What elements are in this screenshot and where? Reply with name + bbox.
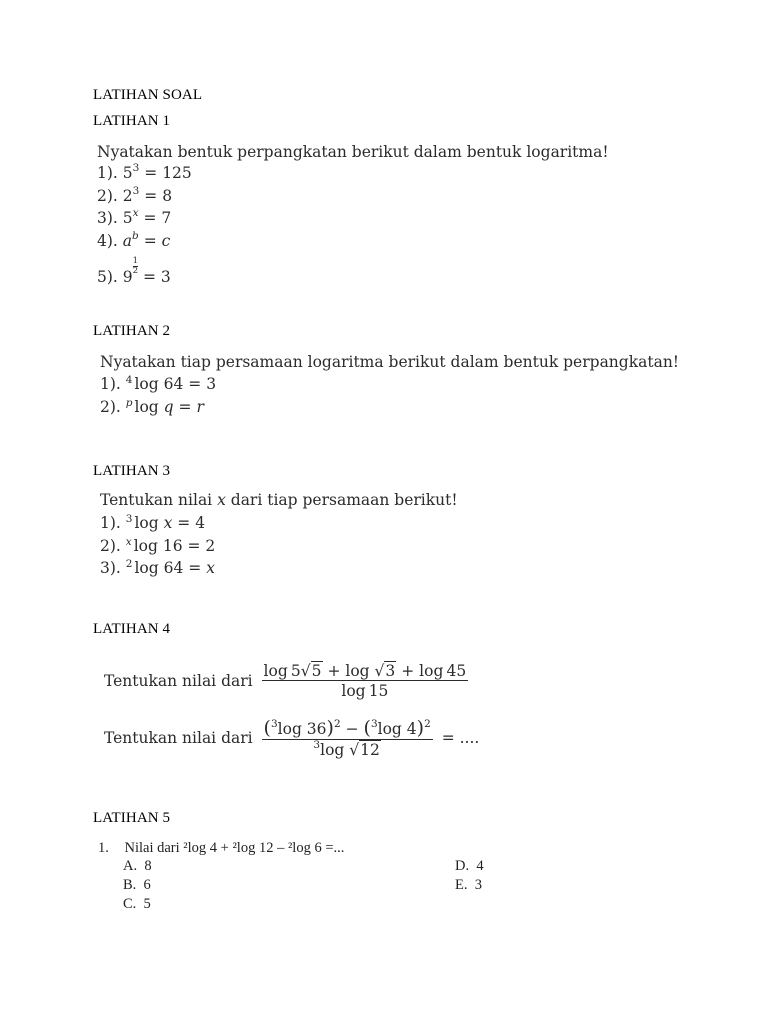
section-heading-latihan-1: LATIHAN 1 <box>93 113 171 129</box>
option-c: C. 5 <box>123 896 151 912</box>
option-d: D. 4 <box>455 858 484 874</box>
exercise-1-item-2: 2). $2^3 = 8$ <box>97 185 173 205</box>
exercise-1-item-1: 1). $5^3 = 125$ <box>97 162 192 182</box>
section-heading-latihan-4: LATIHAN 4 <box>93 621 171 637</box>
exercise-3-item-1: 1). $^3$ log x = 4 <box>100 513 206 532</box>
exercise-4-question-1: Tentukan nilai dari $\frac{\log 5√5 + \log √3 + \log 45}{\log 15}$ <box>104 662 467 700</box>
exercise-5-question: 1. Nilai dari ²log 4 + ²log 12 – ²log 6 =... <box>98 840 345 856</box>
fraction-exponent: $\frac{1}{2}$ <box>132 256 139 276</box>
option-a: A. 8 <box>123 858 152 874</box>
exercise-2-item-1: 1). $^4$ log 64 = 3 <box>100 374 217 393</box>
section-heading-latihan-3: LATIHAN 3 <box>93 463 171 479</box>
exercise-1-item-4: 4). $a^b = c$ <box>97 230 171 250</box>
fraction: $\frac{\log 5√5 + \log √3 + \log 45}{\log 15}$ <box>263 662 467 700</box>
exercise-1-item-3: 3). $5^x = 7$ <box>97 207 172 227</box>
exercise-1-item-5: 5). $9\frac{1}{2}$ = 3 <box>97 256 171 286</box>
exercise-4-question-2: Tentukan nilai dari $\frac{(^3\log 36)^2 - (^3\log 4)^2}{^3\log √12}$ = .... <box>104 717 480 759</box>
exercise-2-item-2: 2). $^p$ log q = r <box>100 397 204 416</box>
exercise-3-item-3: 3). $^2$ log 64 = x <box>100 558 215 577</box>
instruction-latihan-2: Nyatakan tiap persamaan logaritma berikut dalam bentuk perpangkatan! <box>100 353 680 371</box>
option-e: E. 3 <box>455 877 482 893</box>
document-title: LATIHAN SOAL <box>93 87 203 103</box>
fraction: $\frac{(^3\log 36)^2 - (^3\log 4)^2}{^3\log √12}$ <box>263 717 431 759</box>
instruction-latihan-3: Tentukan nilai x dari tiap persamaan berikut! <box>100 491 458 509</box>
option-b: B. 6 <box>123 877 151 893</box>
section-heading-latihan-5: LATIHAN 5 <box>93 810 171 826</box>
exercise-3-item-2: 2). $^x$ log 16 = 2 <box>100 536 216 555</box>
section-heading-latihan-2: LATIHAN 2 <box>93 323 171 339</box>
instruction-latihan-1: Nyatakan bentuk perpangkatan berikut dalam bentuk logaritma! <box>97 143 609 161</box>
